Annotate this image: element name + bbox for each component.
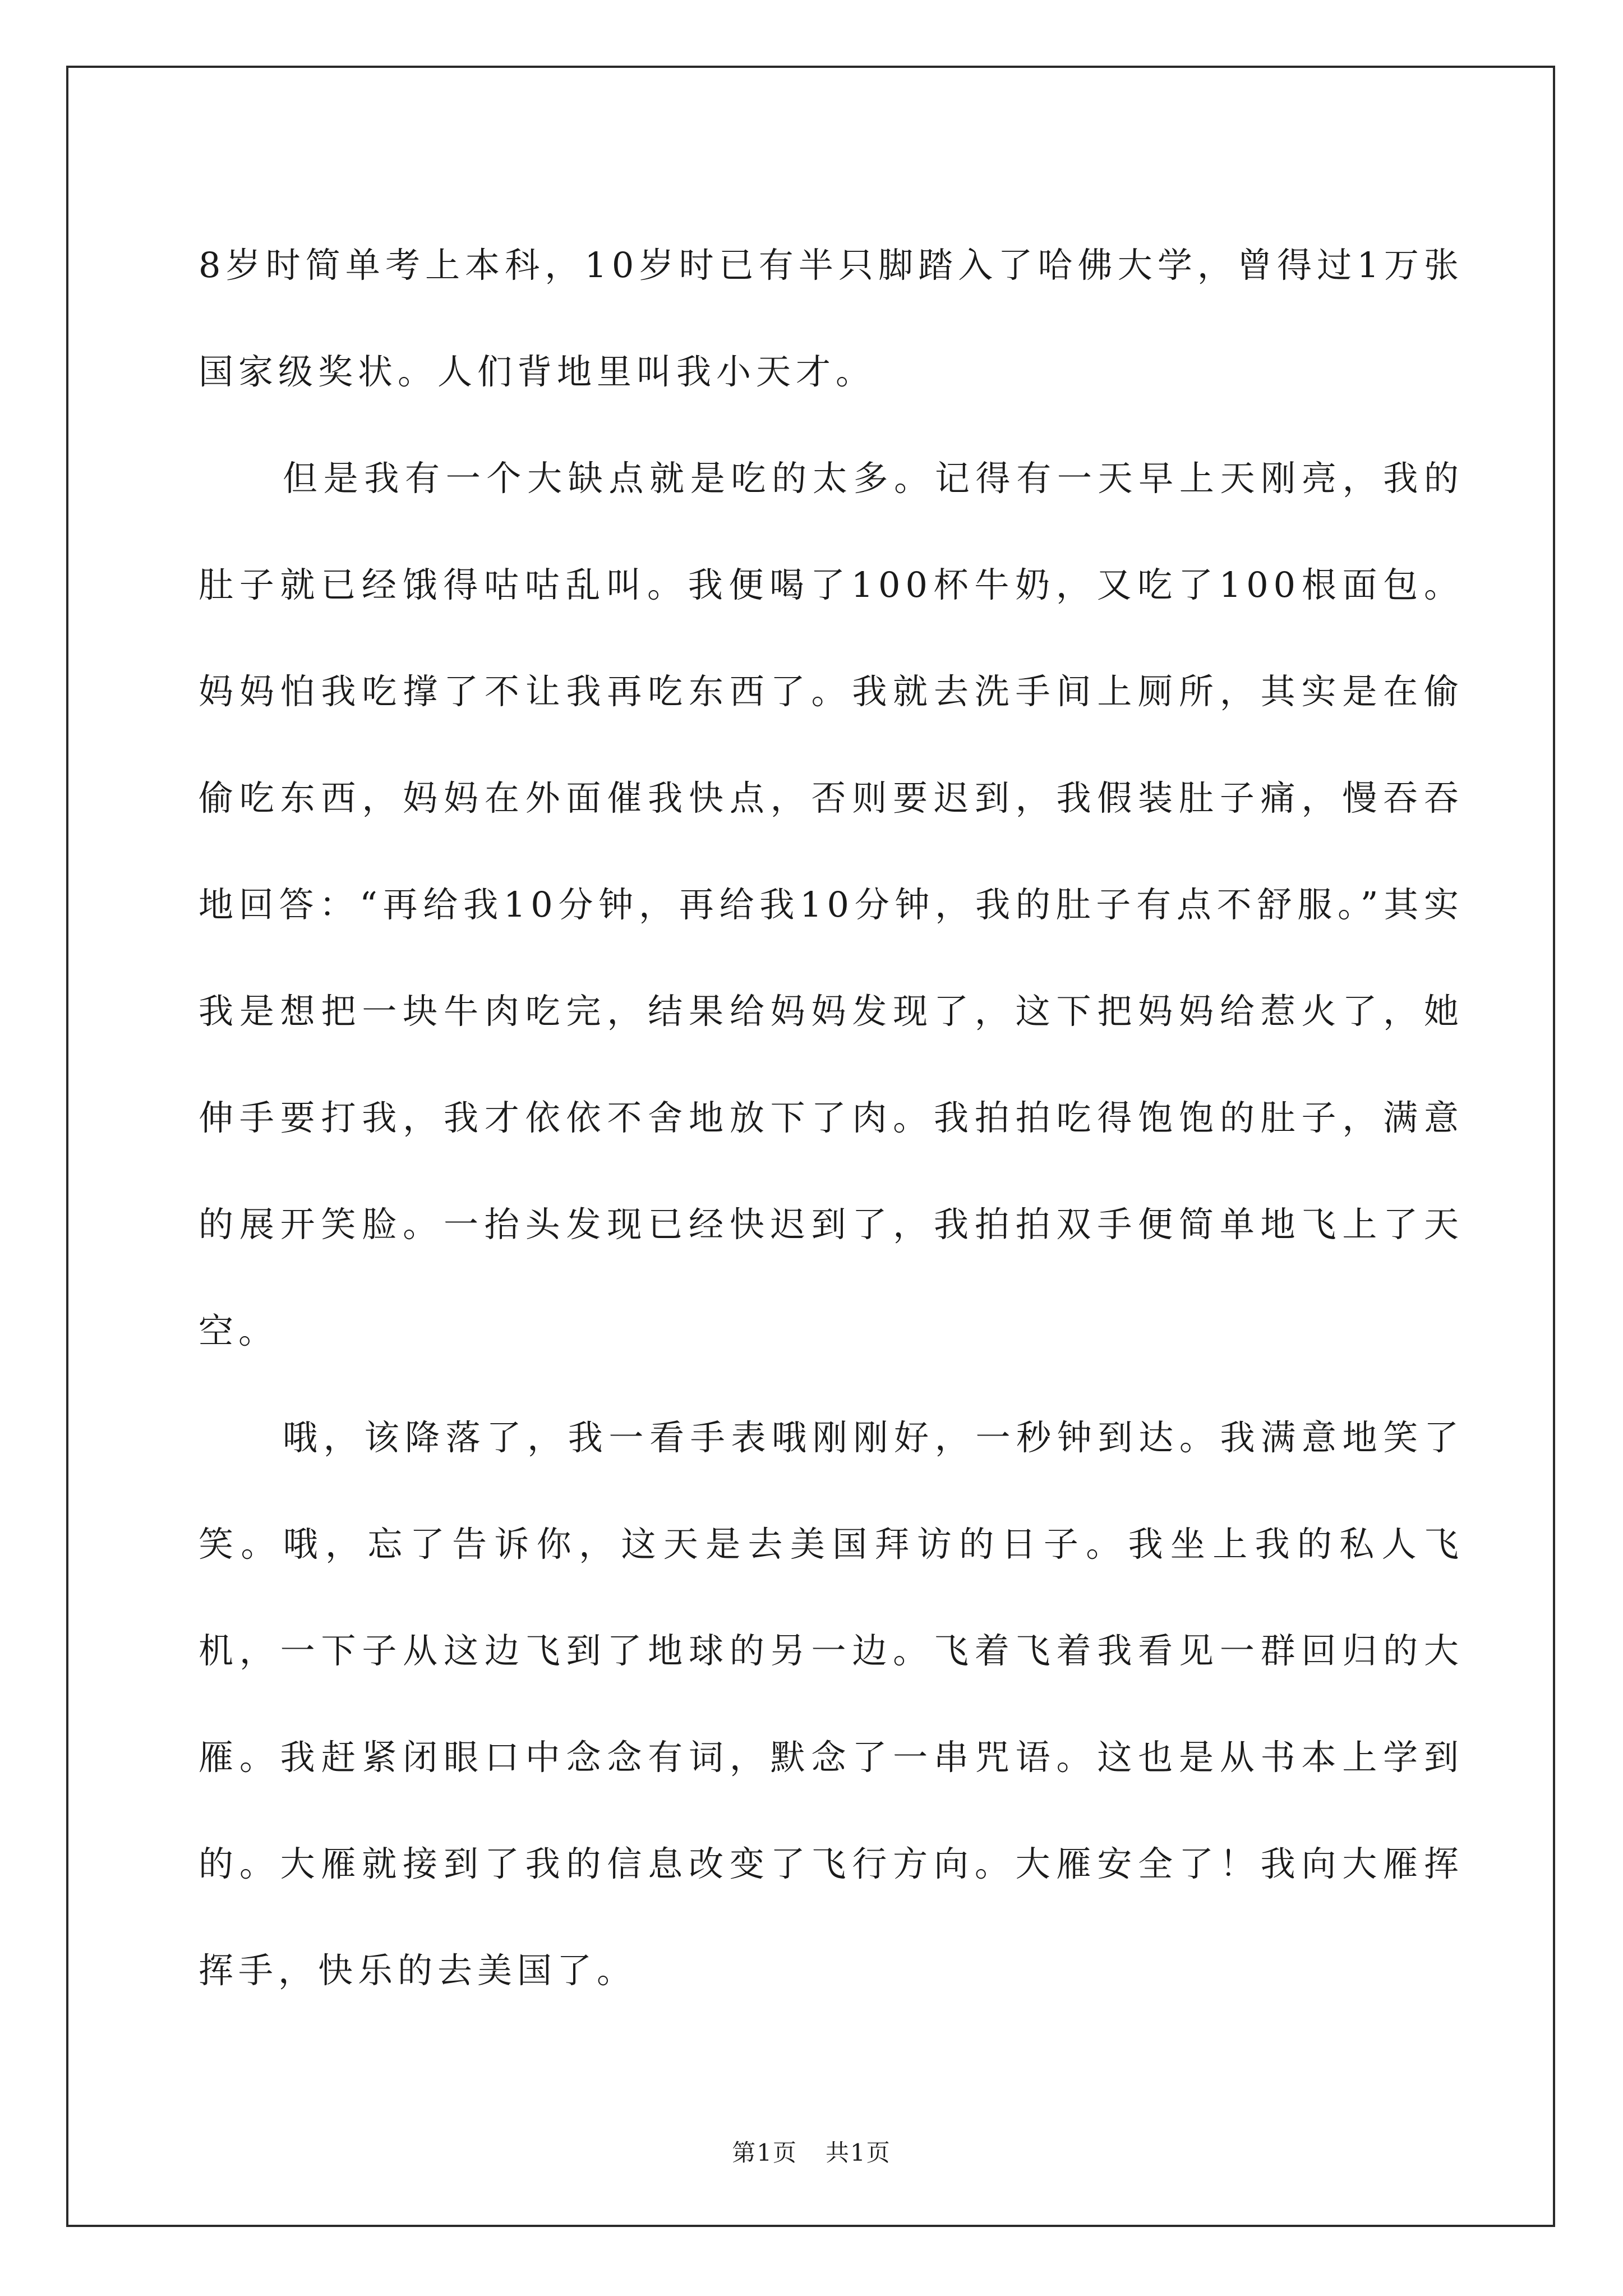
document-body [199,212,1464,2024]
page-number: 第1页 [732,2139,797,2166]
paragraph-2: 但是我有一个大缺点就是吃的太多。记得有一天早上天刚亮，我的肚子就已经饿得咕咕乱叫。我便喝了100杯牛奶，又吃了100根面包。妈妈怕我吃撑了不让我再吃东西了。我就去洗手间上厕所，其实是在偷偷吃东西，妈妈在外面催我快点，否则要迟到，我假装肚子痛，慢吞吞地回答：“再给我10分钟，再给我10分钟，我的肚子有点不舒服。”其实我是想把一块牛肉吃完，结果给妈妈发现了，这下把妈妈给惹火了，她伸手要打我，我才依依不舍地放下了肉。我拍拍吃得饱饱的肚子，满意的展开笑脸。一抬头发现已经快迟到了，我拍拍双手便简单地飞上了天空。 [199,458,1464,1351]
page-footer [0,2134,1623,2168]
paragraph-1: 8岁时简单考上本科，10岁时已有半只脚踏入了哈佛大学，曾得过1万张国家级奖状。人们背地里叫我小天才。 [199,245,1464,392]
paragraph-3: 哦，该降落了，我一看手表哦刚刚好，一秒钟到达。我满意地笑了笑。哦，忘了告诉你，这天是去美国拜访的日子。我坐上我的私人飞机，一下子从这边飞到了地球的另一边。飞着飞着我看见一群回归的大雁。我赶紧闭眼口中念念有词，默念了一串咒语。这也是从书本上学到的。大雁就接到了我的信息改变了飞行方向。大雁安全了！我向大雁挥挥手，快乐的去美国了。 [199,1417,1464,1991]
page-total: 共1页 [826,2139,891,2166]
